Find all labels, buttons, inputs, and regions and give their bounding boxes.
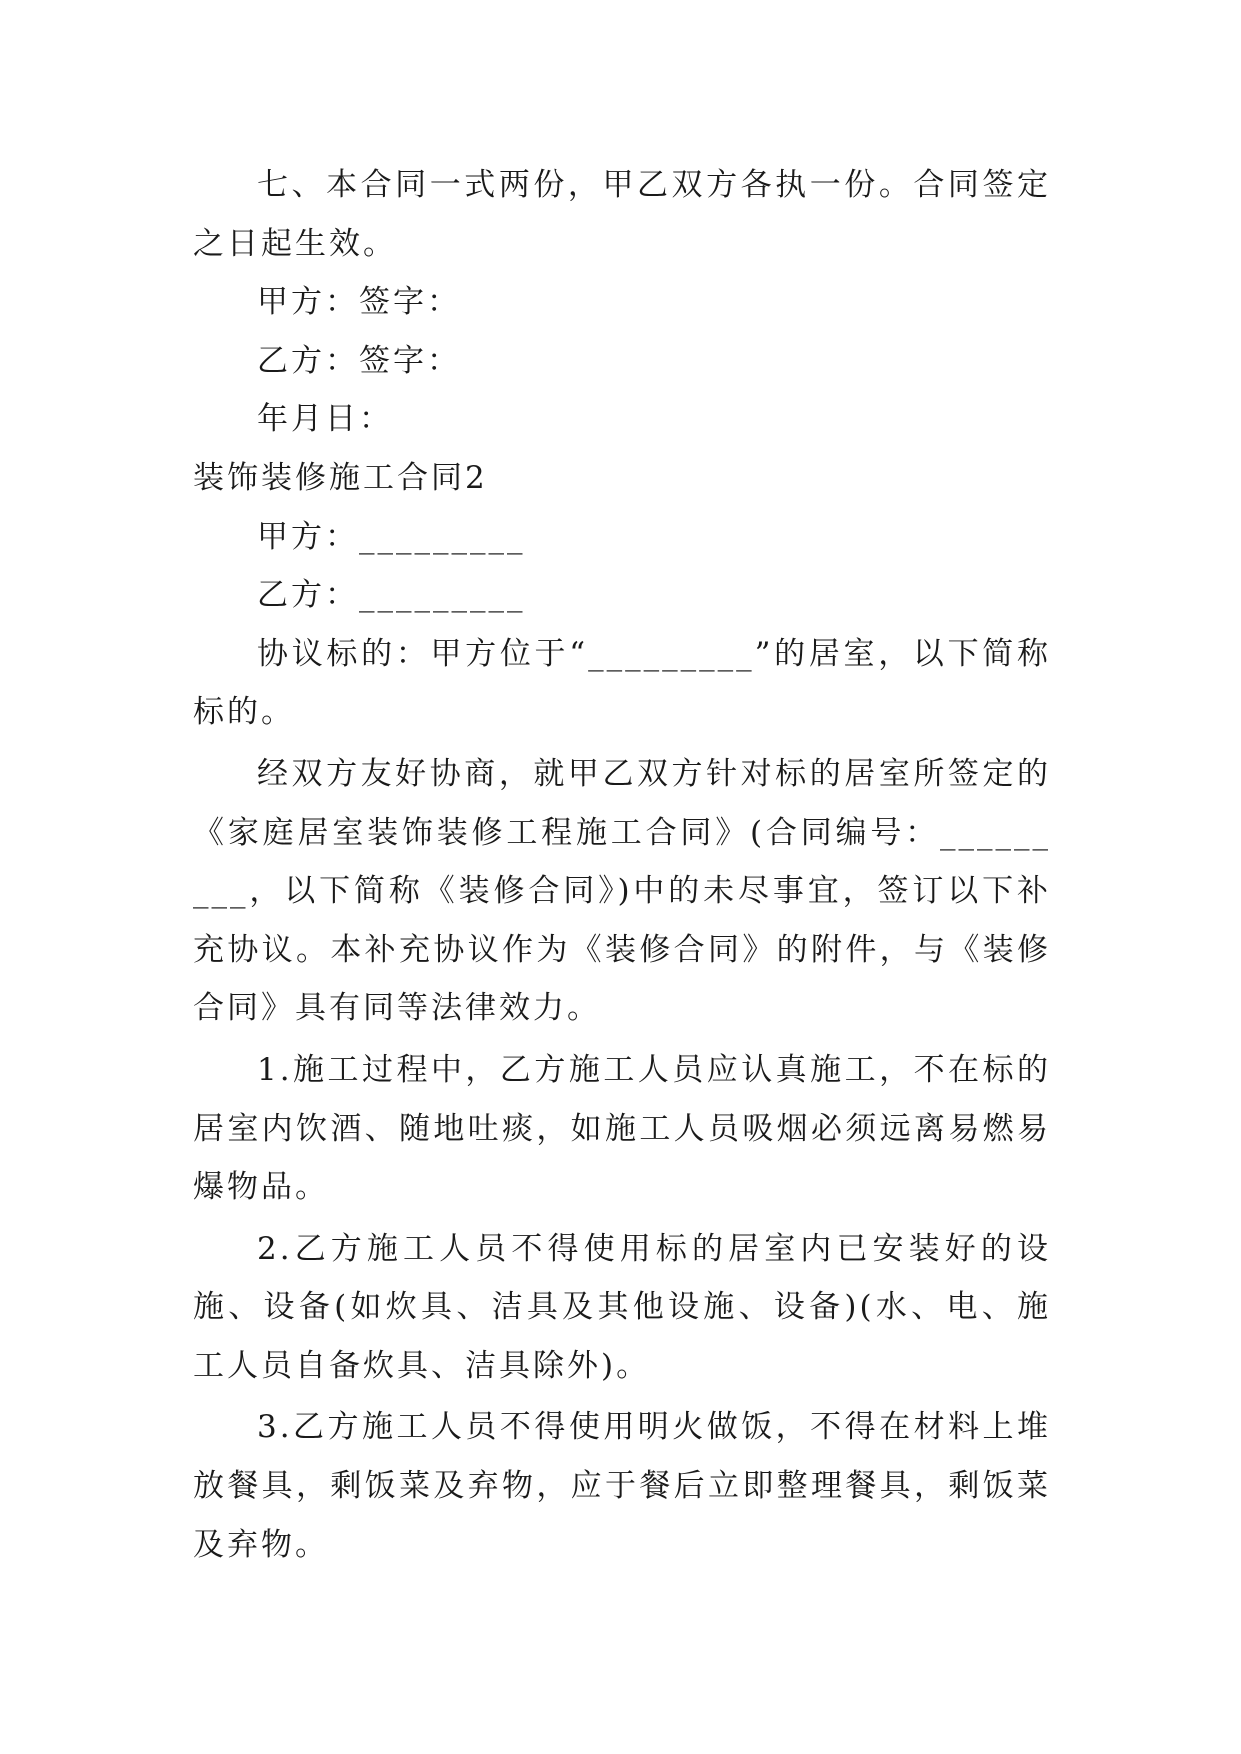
contract-title: 装饰装修施工合同2 [193, 459, 488, 496]
party-b-line: 乙方：_________ [257, 577, 526, 614]
document-body [193, 156, 1051, 1574]
clause-2-paragraph: 2.乙方施工人员不得使用标的居室内已安装好的设施、设备(如炊具、洁具及其他设施、设备)(水、电、施工人员自备炊具、洁具除外)。 [193, 1230, 1051, 1384]
clause-1-paragraph: 1.施工过程中，乙方施工人员应认真施工，不在标的居室内饮酒、随地吐痰，如施工人员吸烟必须远离易燃易爆物品。 [193, 1051, 1051, 1206]
party-a-line: 甲方：_________ [257, 518, 526, 555]
party-b-signature-line: 乙方：签字： [257, 342, 461, 379]
agreement-subject-paragraph: 协议标的：甲方位于“_________”的居室，以下简称标的。 [193, 635, 1051, 731]
party-a-signature-line: 甲方：签字： [257, 284, 461, 321]
clause-3-paragraph: 3.乙方施工人员不得使用明火做饭，不得在材料上堆放餐具，剩饭菜及弃物，应于餐后立即整理餐具，剩饭菜及弃物。 [193, 1409, 1051, 1563]
preamble-paragraph: 经双方友好协商，就甲乙双方针对标的居室所签定的《家庭居室装饰装修工程施工合同》(合同编号：_________，以下简称《装修合同》)中的未尽事宜，签订以下补充协议。本补充协议作为《装修合同》的附件，与《装修合同》具有同等法律效力。 [193, 755, 1051, 1027]
clause-seven-paragraph: 七、本合同一式两份，甲乙双方各执一份。合同签定之日起生效。 [193, 167, 1051, 262]
date-line: 年月日： [257, 401, 393, 438]
